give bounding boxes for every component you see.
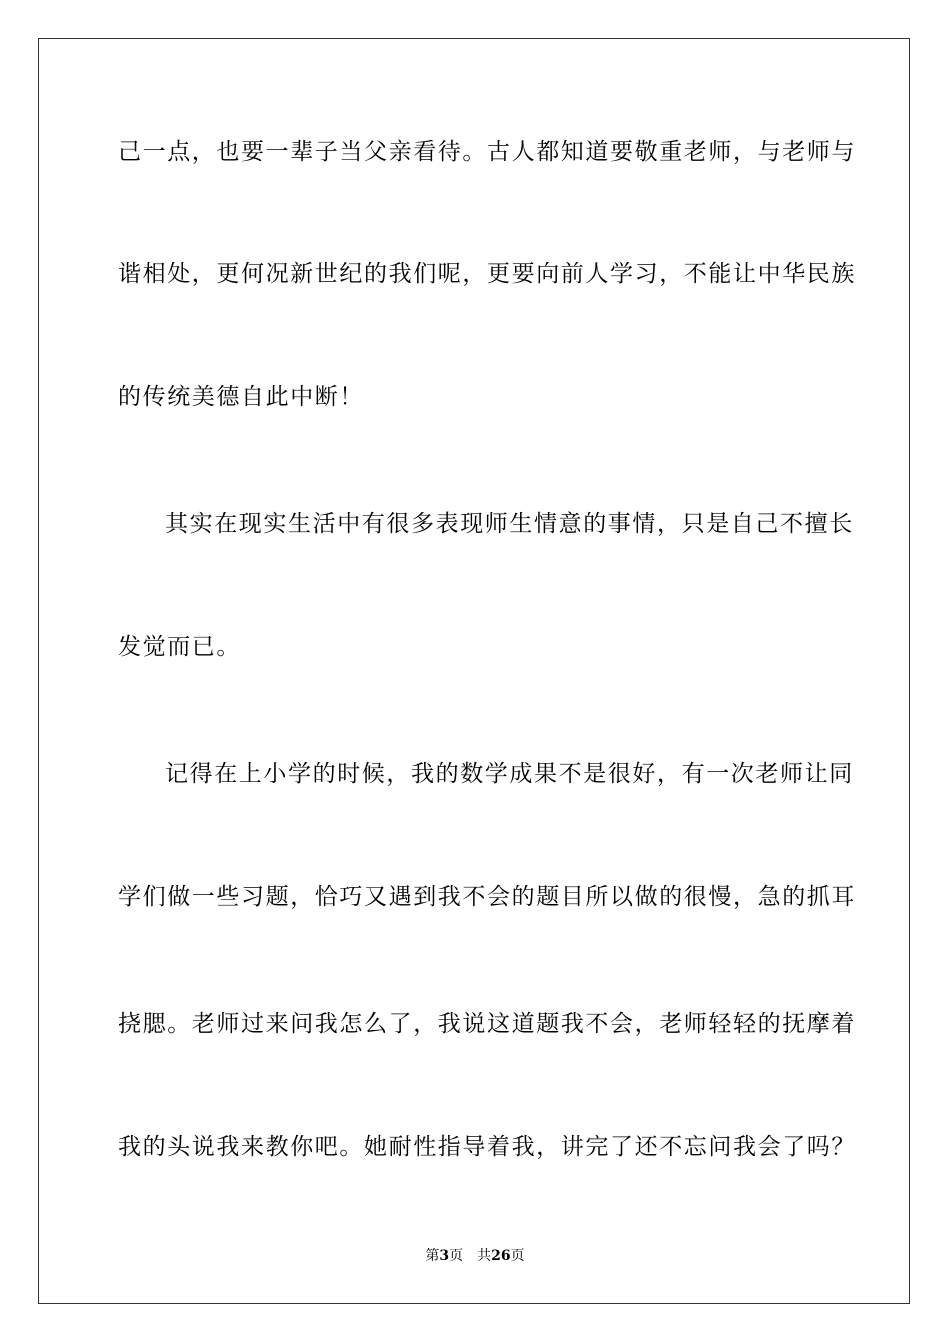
footer-total-suffix: 页 bbox=[510, 1248, 525, 1264]
footer-page-suffix: 页 bbox=[449, 1248, 464, 1264]
footer-page-total: 26 bbox=[491, 1248, 511, 1264]
paragraph-line-7: 学们做一些习题，恰巧又遇到我不会的题目所以做的很慢，急的抓耳 bbox=[118, 884, 856, 910]
paragraph-line-4: 其实在现实生活中有很多表现师生情意的事情，只是自己不擅长 bbox=[165, 511, 854, 537]
paragraph-line-3: 的传统美德自此中断！ bbox=[118, 384, 364, 410]
page-footer bbox=[0, 1247, 950, 1265]
paragraph-line-5: 发觉而已。 bbox=[118, 634, 241, 660]
paragraph-line-9: 我的头说我来教你吧。她耐性指导着我，讲完了还不忘问我会了吗？ bbox=[118, 1134, 856, 1160]
paragraph-line-1: 己一点，也要一辈子当父亲看待。古人都知道要敬重老师，与老师与 bbox=[118, 139, 856, 165]
footer-page-prefix: 第 bbox=[425, 1248, 440, 1264]
page-border bbox=[38, 38, 910, 1304]
paragraph-line-2: 谐相处，更何况新世纪的我们呢，更要向前人学习，不能让中华民族 bbox=[118, 261, 856, 287]
paragraph-line-6: 记得在上小学的时候，我的数学成果不是很好，有一次老师让同 bbox=[165, 761, 854, 787]
footer-total-prefix: 共 bbox=[477, 1248, 492, 1264]
paragraph-line-8: 挠腮。老师过来问我怎么了，我说这道题我不会，老师轻轻的抚摩着 bbox=[118, 1011, 856, 1037]
footer-page-current: 3 bbox=[439, 1248, 450, 1264]
